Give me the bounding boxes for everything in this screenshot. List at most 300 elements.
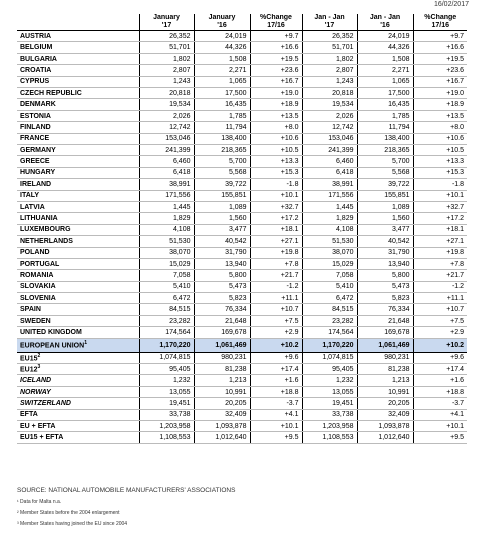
cell-ytd-16: 20,205: [357, 398, 413, 409]
cell-change-ytd: +19.0: [413, 88, 467, 99]
table-row: [17, 179, 467, 190]
footnote-3: ³ Member States having joined the EU since 2004: [17, 521, 128, 527]
cell-ytd-17: 4,108: [302, 224, 357, 235]
cell-change-month: +9.5: [250, 432, 302, 443]
table-row: [17, 420, 467, 431]
country-name: SLOVENIA: [17, 293, 139, 304]
cell-ytd-17: 1,802: [302, 53, 357, 64]
cell-jan-16: 1,508: [194, 53, 250, 64]
cell-ytd-17: 19,451: [302, 398, 357, 409]
cell-jan-16: 44,326: [194, 42, 250, 53]
cell-ytd-17: 241,399: [302, 145, 357, 156]
table-row: [17, 65, 467, 76]
cell-jan-16: 2,271: [194, 65, 250, 76]
table-row: [17, 409, 467, 420]
cell-jan-17: 12,742: [139, 122, 194, 133]
country-name: GERMANY: [17, 145, 139, 156]
cell-jan-17: 6,472: [139, 293, 194, 304]
cell-jan-17: 6,418: [139, 167, 194, 178]
cell-ytd-17: 38,991: [302, 179, 357, 190]
cell-change-ytd: +9.5: [413, 432, 467, 443]
cell-change-month: +19.5: [250, 53, 302, 64]
cell-change-month: +10.1: [250, 190, 302, 201]
cell-ytd-16: 21,648: [357, 315, 413, 326]
table-row: [17, 398, 467, 409]
table-row: [17, 42, 467, 53]
cell-ytd-16: 5,823: [357, 293, 413, 304]
cell-ytd-16: 218,365: [357, 145, 413, 156]
cell-ytd-17: 2,807: [302, 65, 357, 76]
country-name: SLOVAKIA: [17, 281, 139, 292]
cell-ytd-17: 1,203,958: [302, 420, 357, 431]
cell-change-ytd: +10.2: [413, 338, 467, 352]
cell-jan-17: 19,534: [139, 99, 194, 110]
cell-jan-17: 23,282: [139, 315, 194, 326]
country-name: ROMANIA: [17, 270, 139, 281]
cell-jan-16: 31,790: [194, 247, 250, 258]
cell-ytd-16: 3,477: [357, 224, 413, 235]
table-row: [17, 76, 467, 87]
table-row: [17, 352, 467, 363]
cell-change-month: +8.0: [250, 122, 302, 133]
table-row: [17, 236, 467, 247]
cell-change-month: +19.8: [250, 247, 302, 258]
cell-change-month: +16.6: [250, 42, 302, 53]
footnote-marker: 1: [84, 339, 87, 346]
cell-jan-16: 76,334: [194, 304, 250, 315]
cell-jan-16: 32,409: [194, 409, 250, 420]
cell-jan-17: 1,203,958: [139, 420, 194, 431]
cell-ytd-16: 81,238: [357, 364, 413, 375]
country-name: NORWAY: [17, 386, 139, 397]
table-row: [17, 293, 467, 304]
cell-jan-17: 19,451: [139, 398, 194, 409]
cell-change-month: +7.5: [250, 315, 302, 326]
cell-jan-17: 1,074,815: [139, 352, 194, 363]
cell-ytd-16: 1,061,469: [357, 338, 413, 352]
cell-ytd-17: 153,046: [302, 133, 357, 144]
country-name: ESTONIA: [17, 110, 139, 121]
cell-ytd-16: 16,435: [357, 99, 413, 110]
cell-jan-16: 5,473: [194, 281, 250, 292]
country-name: DENMARK: [17, 99, 139, 110]
table-row: [17, 375, 467, 386]
cell-change-month: -1.2: [250, 281, 302, 292]
cell-ytd-17: 1,243: [302, 76, 357, 87]
cell-change-ytd: +18.8: [413, 386, 467, 397]
cell-ytd-16: 5,700: [357, 156, 413, 167]
cell-change-ytd: -1.8: [413, 179, 467, 190]
cell-change-ytd: -1.2: [413, 281, 467, 292]
cell-jan-16: 5,700: [194, 156, 250, 167]
cell-change-ytd: +2.9: [413, 327, 467, 338]
cell-jan-16: 1,093,878: [194, 420, 250, 431]
cell-ytd-17: 6,418: [302, 167, 357, 178]
cell-jan-17: 15,029: [139, 258, 194, 269]
cell-ytd-17: 95,405: [302, 364, 357, 375]
cell-jan-17: 84,515: [139, 304, 194, 315]
cell-jan-16: 39,722: [194, 179, 250, 190]
cell-ytd-17: 23,282: [302, 315, 357, 326]
cell-change-ytd: +16.7: [413, 76, 467, 87]
country-name: CZECH REPUBLIC: [17, 88, 139, 99]
cell-jan-17: 51,530: [139, 236, 194, 247]
cell-ytd-16: 1,093,878: [357, 420, 413, 431]
cell-ytd-17: 171,556: [302, 190, 357, 201]
table-row: [17, 213, 467, 224]
cell-change-ytd: +21.7: [413, 270, 467, 281]
table-row: [17, 224, 467, 235]
table-row: [17, 364, 467, 375]
cell-jan-17: 241,399: [139, 145, 194, 156]
cell-ytd-16: 31,790: [357, 247, 413, 258]
cell-jan-17: 51,701: [139, 42, 194, 53]
cell-change-month: +2.9: [250, 327, 302, 338]
table-row: [17, 88, 467, 99]
header-row: [17, 14, 467, 31]
cell-jan-16: 169,678: [194, 327, 250, 338]
country-name: ITALY: [17, 190, 139, 201]
cell-jan-16: 980,231: [194, 352, 250, 363]
cell-change-ytd: +18.1: [413, 224, 467, 235]
cell-ytd-16: 1,012,640: [357, 432, 413, 443]
country-name: EU15 + EFTA: [17, 432, 139, 443]
cell-ytd-17: 19,534: [302, 99, 357, 110]
cell-ytd-16: 5,568: [357, 167, 413, 178]
cell-change-ytd: +1.6: [413, 375, 467, 386]
cell-ytd-16: 1,213: [357, 375, 413, 386]
cell-ytd-17: 7,058: [302, 270, 357, 281]
cell-change-month: +11.1: [250, 293, 302, 304]
cell-change-ytd: +17.2: [413, 213, 467, 224]
cell-jan-16: 1,213: [194, 375, 250, 386]
cell-change-ytd: +4.1: [413, 409, 467, 420]
cell-jan-16: 218,365: [194, 145, 250, 156]
footnote-2: ² Member States before the 2004 enlargement: [17, 510, 120, 516]
cell-change-ytd: +27.1: [413, 236, 467, 247]
cell-jan-17: 2,026: [139, 110, 194, 121]
country-name: $EU12^3$: [17, 364, 139, 375]
cell-change-month: +21.7: [250, 270, 302, 281]
cell-jan-17: 13,055: [139, 386, 194, 397]
cell-jan-16: 1,061,469: [194, 338, 250, 352]
country-name: LITHUANIA: [17, 213, 139, 224]
table-row: [17, 53, 467, 64]
cell-change-ytd: +23.6: [413, 65, 467, 76]
cell-jan-17: 95,405: [139, 364, 194, 375]
cell-change-month: -3.7: [250, 398, 302, 409]
table-row: [17, 201, 467, 212]
cell-change-ytd: +13.5: [413, 110, 467, 121]
table-row: [17, 110, 467, 121]
cell-jan-16: 16,435: [194, 99, 250, 110]
country-name: CROATIA: [17, 65, 139, 76]
cell-change-month: +32.7: [250, 201, 302, 212]
cell-ytd-16: 2,271: [357, 65, 413, 76]
cell-ytd-17: 6,460: [302, 156, 357, 167]
cell-ytd-16: 1,560: [357, 213, 413, 224]
cell-change-month: +23.6: [250, 65, 302, 76]
cell-change-month: +17.4: [250, 364, 302, 375]
cell-change-ytd: +16.6: [413, 42, 467, 53]
cell-ytd-17: 1,829: [302, 213, 357, 224]
country-name: SWITZERLAND: [17, 398, 139, 409]
cell-ytd-17: 6,472: [302, 293, 357, 304]
cell-ytd-17: 12,742: [302, 122, 357, 133]
cell-ytd-16: 1,508: [357, 53, 413, 64]
cell-ytd-17: 2,026: [302, 110, 357, 121]
table-row: [17, 258, 467, 269]
cell-ytd-17: 5,410: [302, 281, 357, 292]
header-january-16: January '16: [194, 14, 250, 31]
header-country: [17, 14, 139, 31]
cell-jan-16: 138,400: [194, 133, 250, 144]
cell-ytd-16: 32,409: [357, 409, 413, 420]
country-name: BULGARIA: [17, 53, 139, 64]
cell-jan-17: 1,243: [139, 76, 194, 87]
cell-jan-16: 5,800: [194, 270, 250, 281]
table-row: [17, 281, 467, 292]
country-name: FRANCE: [17, 133, 139, 144]
footnote-marker: 2: [37, 352, 41, 359]
table-row: [17, 304, 467, 315]
cell-jan-16: 17,500: [194, 88, 250, 99]
cell-change-ytd: +7.8: [413, 258, 467, 269]
country-name: PORTUGAL: [17, 258, 139, 269]
table-row: [17, 327, 467, 338]
country-name: EU + EFTA: [17, 420, 139, 431]
cell-jan-17: 38,070: [139, 247, 194, 258]
cell-ytd-16: 1,089: [357, 201, 413, 212]
cell-change-month: +18.9: [250, 99, 302, 110]
cell-ytd-17: 20,818: [302, 88, 357, 99]
cell-change-ytd: +9.6: [413, 352, 467, 363]
table-row: [17, 31, 467, 42]
cell-change-month: +7.8: [250, 258, 302, 269]
cell-ytd-16: 1,785: [357, 110, 413, 121]
country-name: BELGIUM: [17, 42, 139, 53]
cell-change-month: +17.2: [250, 213, 302, 224]
cell-jan-17: 26,352: [139, 31, 194, 42]
cell-jan-16: 11,794: [194, 122, 250, 133]
cell-ytd-16: 17,500: [357, 88, 413, 99]
table-row: [17, 190, 467, 201]
cell-change-month: +10.2: [250, 338, 302, 352]
cell-change-month: +13.5: [250, 110, 302, 121]
country-name: ICELAND: [17, 375, 139, 386]
cell-ytd-17: 33,738: [302, 409, 357, 420]
cell-ytd-16: 76,334: [357, 304, 413, 315]
cell-jan-17: 2,807: [139, 65, 194, 76]
cell-jan-17: 1,108,553: [139, 432, 194, 443]
cell-change-ytd: -3.7: [413, 398, 467, 409]
cell-change-month: +19.0: [250, 88, 302, 99]
cell-change-month: +13.3: [250, 156, 302, 167]
country-name: NETHERLANDS: [17, 236, 139, 247]
cell-jan-17: 1,232: [139, 375, 194, 386]
cell-ytd-17: 26,352: [302, 31, 357, 42]
cell-jan-16: 10,991: [194, 386, 250, 397]
cell-ytd-16: 5,473: [357, 281, 413, 292]
cell-ytd-17: 15,029: [302, 258, 357, 269]
cell-jan-16: 24,019: [194, 31, 250, 42]
cell-change-month: +4.1: [250, 409, 302, 420]
cell-jan-16: 81,238: [194, 364, 250, 375]
cell-ytd-17: 1,108,553: [302, 432, 357, 443]
cell-change-ytd: +10.5: [413, 145, 467, 156]
country-name: $EU15^2$: [17, 352, 139, 363]
cell-change-month: +10.7: [250, 304, 302, 315]
country-name: LATVIA: [17, 201, 139, 212]
cell-ytd-16: 1,065: [357, 76, 413, 87]
country-name: EUROPEAN UNION$^1$: [17, 338, 139, 352]
cell-jan-16: 20,205: [194, 398, 250, 409]
cell-jan-17: 7,058: [139, 270, 194, 281]
cell-ytd-17: 174,564: [302, 327, 357, 338]
cell-ytd-17: 1,232: [302, 375, 357, 386]
cell-jan-16: 21,648: [194, 315, 250, 326]
cell-change-month: +18.8: [250, 386, 302, 397]
cell-change-month: +18.1: [250, 224, 302, 235]
country-name: GREECE: [17, 156, 139, 167]
cell-jan-16: 13,940: [194, 258, 250, 269]
cell-jan-17: 20,818: [139, 88, 194, 99]
cell-change-month: +10.6: [250, 133, 302, 144]
country-name: HUNGARY: [17, 167, 139, 178]
cell-change-ytd: +9.7: [413, 31, 467, 42]
cell-ytd-17: 1,074,815: [302, 352, 357, 363]
header-change-ytd: %Change 17/16: [413, 14, 467, 31]
cell-ytd-16: 40,542: [357, 236, 413, 247]
cell-jan-16: 1,089: [194, 201, 250, 212]
country-name: POLAND: [17, 247, 139, 258]
country-name: SPAIN: [17, 304, 139, 315]
table-row: [17, 133, 467, 144]
cell-change-ytd: +19.8: [413, 247, 467, 258]
cell-ytd-16: 155,851: [357, 190, 413, 201]
cell-change-month: -1.8: [250, 179, 302, 190]
cell-ytd-17: 84,515: [302, 304, 357, 315]
cell-change-month: +10.5: [250, 145, 302, 156]
cell-jan-16: 1,012,640: [194, 432, 250, 443]
table-row: [17, 338, 467, 352]
cell-change-ytd: +10.1: [413, 420, 467, 431]
cell-ytd-16: 138,400: [357, 133, 413, 144]
cell-change-month: +1.6: [250, 375, 302, 386]
cell-change-ytd: +10.6: [413, 133, 467, 144]
cell-ytd-17: 13,055: [302, 386, 357, 397]
table-row: [17, 315, 467, 326]
footnote-marker: 3: [37, 364, 41, 371]
registrations-table: [17, 14, 467, 444]
cell-jan-17: 38,991: [139, 179, 194, 190]
cell-change-ytd: +8.0: [413, 122, 467, 133]
country-name: SWEDEN: [17, 315, 139, 326]
table-row: [17, 156, 467, 167]
cell-change-month: +15.3: [250, 167, 302, 178]
country-name: EFTA: [17, 409, 139, 420]
header-ytd-17: Jan - Jan '17: [302, 14, 357, 31]
cell-jan-16: 5,568: [194, 167, 250, 178]
cell-ytd-17: 1,445: [302, 201, 357, 212]
table-row: [17, 386, 467, 397]
cell-ytd-17: 51,701: [302, 42, 357, 53]
table-row: [17, 432, 467, 443]
cell-jan-17: 4,108: [139, 224, 194, 235]
table-row: [17, 247, 467, 258]
cell-jan-16: 1,065: [194, 76, 250, 87]
country-name: UNITED KINGDOM: [17, 327, 139, 338]
cell-change-ytd: +18.9: [413, 99, 467, 110]
table-row: [17, 99, 467, 110]
cell-change-month: +16.7: [250, 76, 302, 87]
cell-ytd-16: 980,231: [357, 352, 413, 363]
table-row: [17, 145, 467, 156]
cell-jan-16: 3,477: [194, 224, 250, 235]
cell-jan-16: 155,851: [194, 190, 250, 201]
cell-jan-17: 1,170,220: [139, 338, 194, 352]
cell-jan-16: 1,785: [194, 110, 250, 121]
country-name: AUSTRIA: [17, 31, 139, 42]
cell-change-month: +9.7: [250, 31, 302, 42]
cell-jan-17: 1,445: [139, 201, 194, 212]
cell-ytd-17: 1,170,220: [302, 338, 357, 352]
cell-ytd-16: 13,940: [357, 258, 413, 269]
cell-jan-17: 5,410: [139, 281, 194, 292]
cell-jan-17: 33,738: [139, 409, 194, 420]
cell-jan-17: 174,564: [139, 327, 194, 338]
cell-jan-17: 171,556: [139, 190, 194, 201]
footnote-1: ¹ Data for Malta n.a.: [17, 499, 62, 505]
cell-change-month: +9.6: [250, 352, 302, 363]
report-date: 16/02/2017: [433, 1, 469, 8]
cell-change-ytd: +13.3: [413, 156, 467, 167]
cell-ytd-16: 39,722: [357, 179, 413, 190]
cell-jan-17: 6,460: [139, 156, 194, 167]
source-note: SOURCE: NATIONAL AUTOMOBILE MANUFACTURERS' ASSOCIATIONS: [17, 487, 236, 494]
cell-change-ytd: +7.5: [413, 315, 467, 326]
cell-ytd-16: 5,800: [357, 270, 413, 281]
cell-ytd-16: 24,019: [357, 31, 413, 42]
cell-change-ytd: +10.7: [413, 304, 467, 315]
cell-ytd-17: 51,530: [302, 236, 357, 247]
country-name: IRELAND: [17, 179, 139, 190]
cell-change-month: +27.1: [250, 236, 302, 247]
cell-jan-16: 5,823: [194, 293, 250, 304]
cell-change-month: +10.1: [250, 420, 302, 431]
cell-change-ytd: +15.3: [413, 167, 467, 178]
cell-ytd-17: 38,070: [302, 247, 357, 258]
table-row: [17, 122, 467, 133]
header-january-17: January '17: [139, 14, 194, 31]
cell-change-ytd: +32.7: [413, 201, 467, 212]
cell-change-ytd: +17.4: [413, 364, 467, 375]
header-change-month: %Change 17/16: [250, 14, 302, 31]
country-name: FINLAND: [17, 122, 139, 133]
table-row: [17, 167, 467, 178]
cell-ytd-16: 169,678: [357, 327, 413, 338]
header-ytd-16: Jan - Jan '16: [357, 14, 413, 31]
country-name: CYPRUS: [17, 76, 139, 87]
cell-ytd-16: 44,326: [357, 42, 413, 53]
cell-ytd-16: 11,794: [357, 122, 413, 133]
cell-change-ytd: +19.5: [413, 53, 467, 64]
table-row: [17, 270, 467, 281]
cell-change-ytd: +11.1: [413, 293, 467, 304]
cell-jan-17: 1,829: [139, 213, 194, 224]
cell-jan-16: 40,542: [194, 236, 250, 247]
cell-jan-16: 1,560: [194, 213, 250, 224]
